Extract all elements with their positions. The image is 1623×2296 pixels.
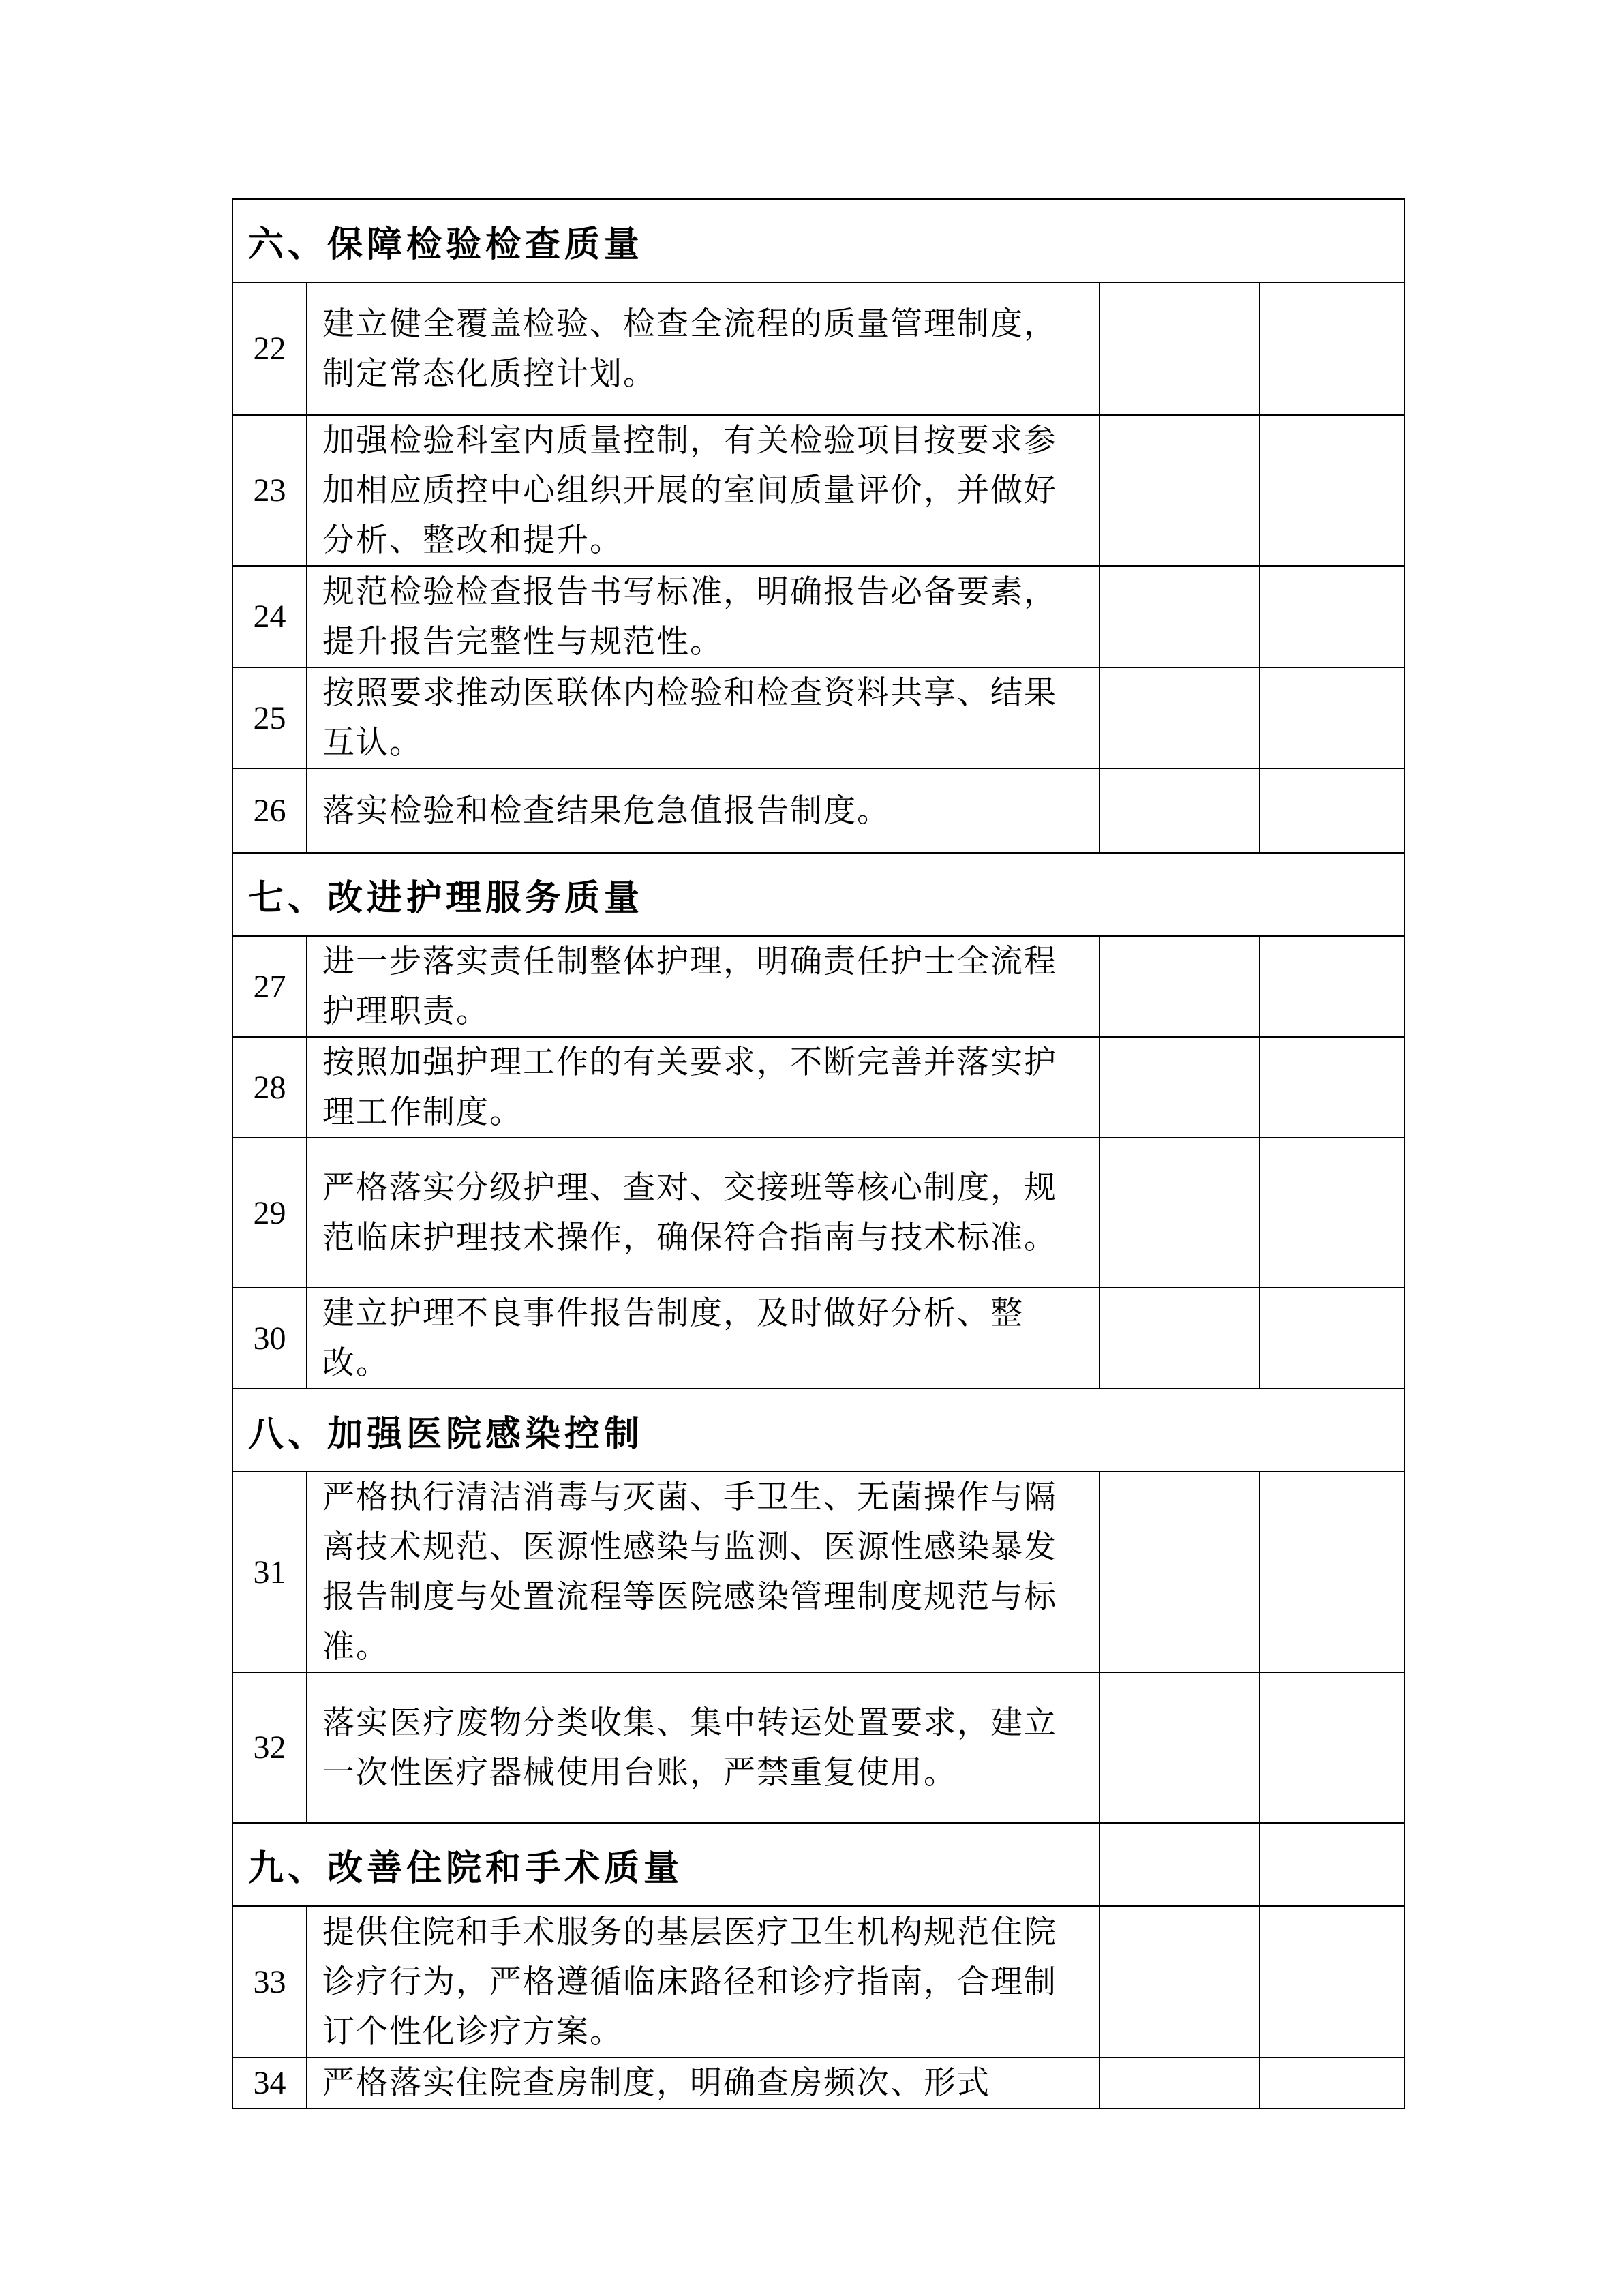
blank-cell xyxy=(1260,1037,1404,1138)
blank-cell xyxy=(1099,936,1260,1037)
blank-cell xyxy=(1099,1823,1260,1906)
blank-cell xyxy=(1099,1906,1260,2057)
table-row xyxy=(232,2057,1404,2109)
blank-cell xyxy=(1260,936,1404,1037)
table-row xyxy=(232,1138,1404,1288)
item-number: 28 xyxy=(232,1037,307,1138)
item-number: 26 xyxy=(232,768,307,853)
table-row xyxy=(232,936,1404,1037)
checklist-table xyxy=(232,198,1405,2109)
item-number: 23 xyxy=(232,415,307,566)
item-number: 29 xyxy=(232,1138,307,1288)
blank-cell xyxy=(1260,282,1404,415)
item-text: 提供住院和手术服务的基层医疗卫生机构规范住院诊疗行为，严格遵循临床路径和诊疗指南，合理制订个性化诊疗方案。 xyxy=(307,1906,1099,2057)
item-text: 建立护理不良事件报告制度，及时做好分析、整改。 xyxy=(307,1288,1099,1389)
table-row xyxy=(232,1288,1404,1389)
item-number: 27 xyxy=(232,936,307,1037)
table-row xyxy=(232,1037,1404,1138)
blank-cell xyxy=(1099,1672,1260,1823)
item-number: 22 xyxy=(232,282,307,415)
blank-cell xyxy=(1099,2057,1260,2109)
section-title: 九、改善住院和手术质量 xyxy=(232,1823,1099,1906)
table-row xyxy=(232,1906,1404,2057)
item-text: 落实医疗废物分类收集、集中转运处置要求，建立一次性医疗器械使用台账，严禁重复使用。 xyxy=(307,1672,1099,1823)
item-number: 30 xyxy=(232,1288,307,1389)
section-title: 七、改进护理服务质量 xyxy=(232,853,1404,936)
blank-cell xyxy=(1099,415,1260,566)
section-header-row xyxy=(232,1389,1404,1472)
blank-cell xyxy=(1260,768,1404,853)
table-row xyxy=(232,667,1404,768)
blank-cell xyxy=(1260,1472,1404,1672)
item-text: 按照加强护理工作的有关要求，不断完善并落实护理工作制度。 xyxy=(307,1037,1099,1138)
blank-cell xyxy=(1260,667,1404,768)
item-text: 建立健全覆盖检验、检查全流程的质量管理制度，制定常态化质控计划。 xyxy=(307,282,1099,415)
blank-cell xyxy=(1260,1672,1404,1823)
table-row xyxy=(232,1472,1404,1672)
blank-cell xyxy=(1099,1037,1260,1138)
blank-cell xyxy=(1260,1906,1404,2057)
item-number: 32 xyxy=(232,1672,307,1823)
item-text: 严格落实住院查房制度，明确查房频次、形式 xyxy=(307,2057,1099,2109)
blank-cell xyxy=(1260,1823,1404,1906)
table-row xyxy=(232,282,1404,415)
item-text: 严格执行清洁消毒与灭菌、手卫生、无菌操作与隔离技术规范、医源性感染与监测、医源性感染暴发报告制度与处置流程等医院感染管理制度规范与标准。 xyxy=(307,1472,1099,1672)
blank-cell xyxy=(1099,566,1260,667)
blank-cell xyxy=(1260,566,1404,667)
item-text: 严格落实分级护理、查对、交接班等核心制度，规范临床护理技术操作，确保符合指南与技术标准。 xyxy=(307,1138,1099,1288)
blank-cell xyxy=(1260,1288,1404,1389)
item-number: 34 xyxy=(232,2057,307,2109)
blank-cell xyxy=(1099,1138,1260,1288)
table-row xyxy=(232,566,1404,667)
section-header-row xyxy=(232,1823,1404,1906)
section-title: 八、加强医院感染控制 xyxy=(232,1389,1404,1472)
section-title: 六、保障检验检查质量 xyxy=(232,199,1404,282)
blank-cell xyxy=(1260,1138,1404,1288)
blank-cell xyxy=(1099,667,1260,768)
blank-cell xyxy=(1099,768,1260,853)
item-number: 24 xyxy=(232,566,307,667)
blank-cell xyxy=(1260,2057,1404,2109)
item-text: 进一步落实责任制整体护理，明确责任护士全流程护理职责。 xyxy=(307,936,1099,1037)
blank-cell xyxy=(1099,1288,1260,1389)
blank-cell xyxy=(1099,1472,1260,1672)
table-row xyxy=(232,415,1404,566)
item-number: 33 xyxy=(232,1906,307,2057)
item-number: 25 xyxy=(232,667,307,768)
table-row xyxy=(232,768,1404,853)
item-text: 规范检验检查报告书写标准，明确报告必备要素，提升报告完整性与规范性。 xyxy=(307,566,1099,667)
blank-cell xyxy=(1099,282,1260,415)
item-number: 31 xyxy=(232,1472,307,1672)
item-text: 加强检验科室内质量控制，有关检验项目按要求参加相应质控中心组织开展的室间质量评价，并做好分析、整改和提升。 xyxy=(307,415,1099,566)
blank-cell xyxy=(1260,415,1404,566)
item-text: 按照要求推动医联体内检验和检查资料共享、结果互认。 xyxy=(307,667,1099,768)
section-header-row xyxy=(232,199,1404,282)
section-header-row xyxy=(232,853,1404,936)
table-row xyxy=(232,1672,1404,1823)
item-text: 落实检验和检查结果危急值报告制度。 xyxy=(307,768,1099,853)
